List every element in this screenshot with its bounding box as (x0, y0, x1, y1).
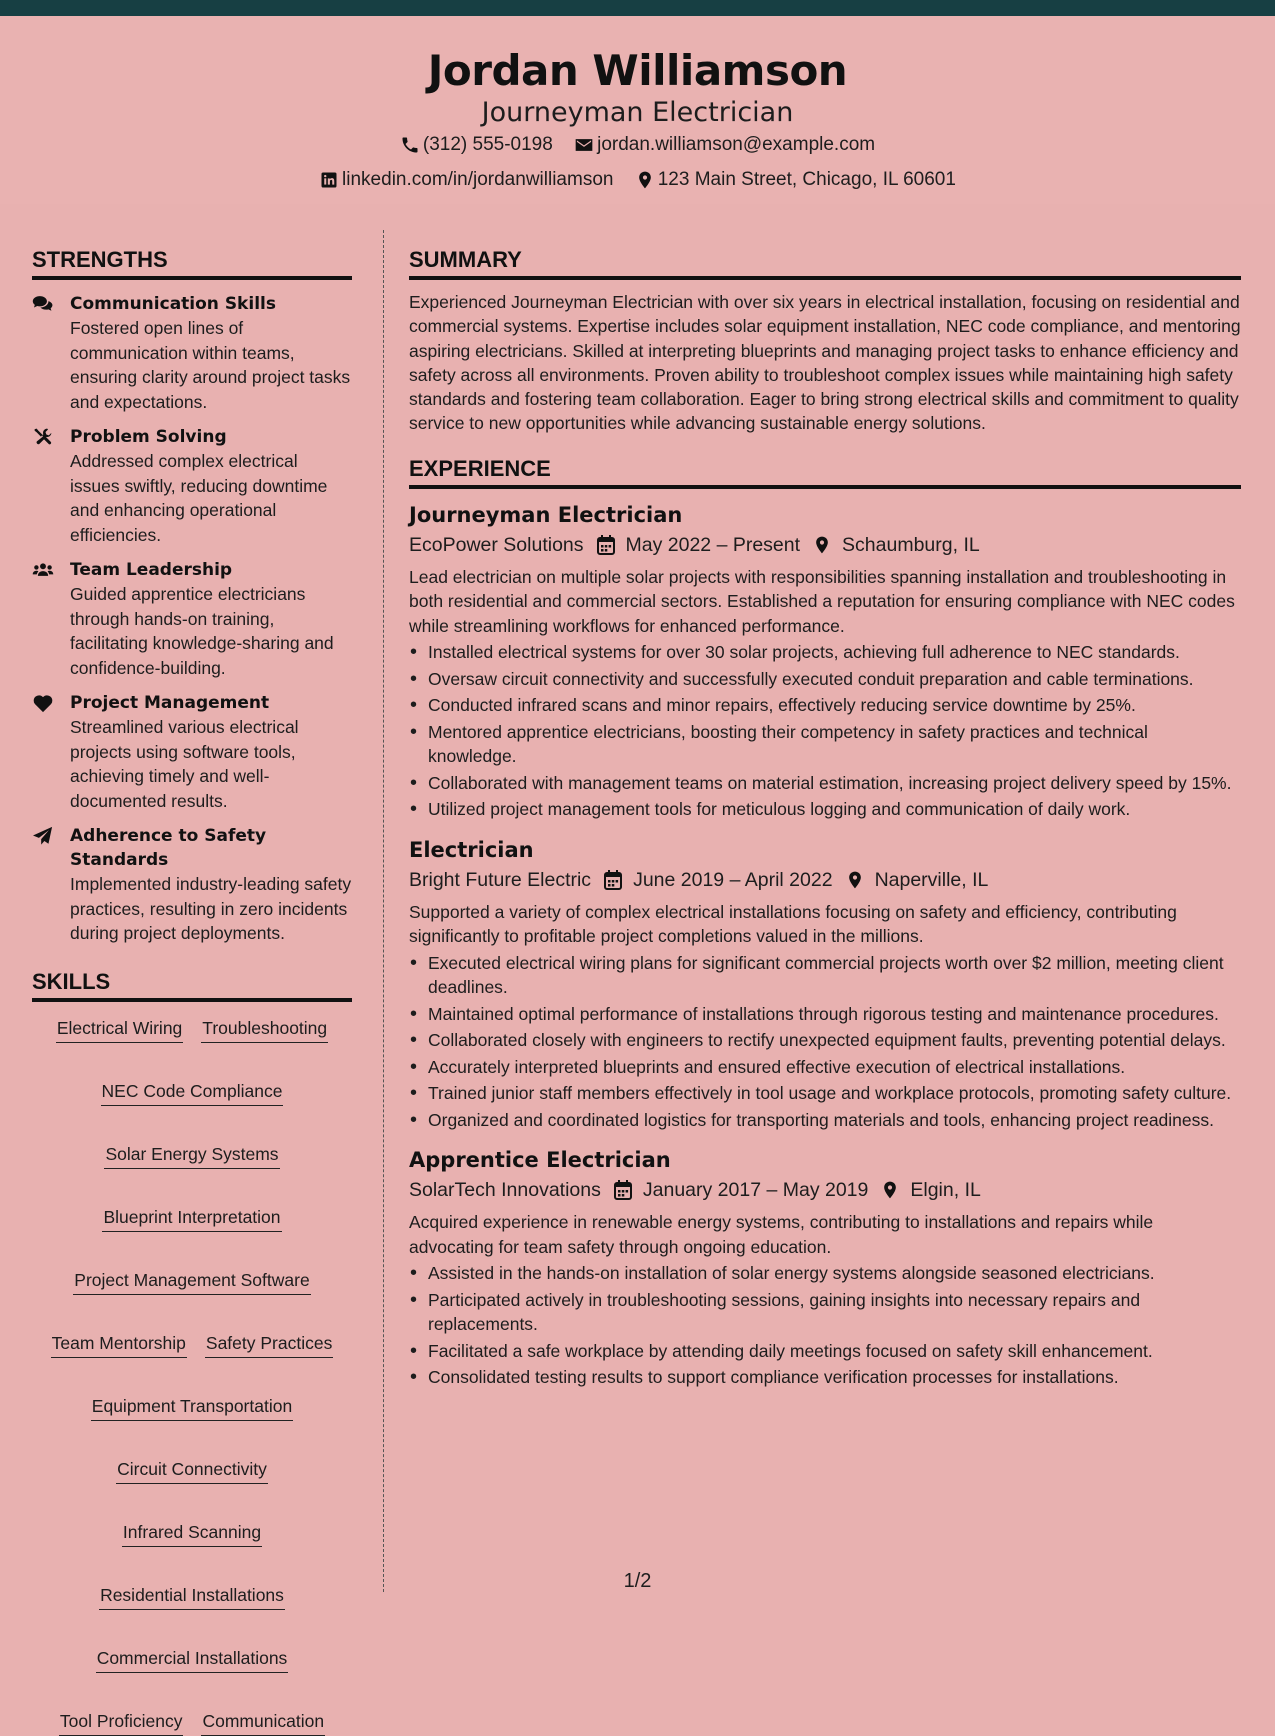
job-bullet: • Executed electrical wiring plans for significant commercial projects worth over $2 million, meeting client deadlines. (409, 951, 1241, 1000)
job-meta (409, 1174, 1241, 1206)
address-text: 123 Main Street, Chicago, IL 60601 (657, 169, 956, 190)
linkedin-item[interactable] (319, 165, 613, 195)
job-bullet: • Trained junior staff members effectively in tool usage and workplace protocols, promoting safety culture. (409, 1081, 1241, 1106)
skill-tag: Electrical Wiring (56, 1016, 183, 1043)
job-bullet: • Participated actively in troubleshooting sessions, gaining insights into necessary repairs and replacements. (409, 1288, 1241, 1337)
job-dates: January 2017 – May 2019 (642, 1179, 869, 1202)
job-bullet: • Conducted infrared scans and minor repairs, effectively reducing service downtime by 25%. (409, 693, 1241, 718)
skill-tag: Troubleshooting (201, 1016, 328, 1043)
job-bullet: • Mentored apprentice electricians, boosting their competency in safety practices and technical knowledge. (409, 720, 1241, 769)
strength-title: Adherence to Safety Standards (70, 826, 267, 870)
strength-title: Problem Solving (70, 427, 227, 447)
job-description: Lead electrician on multiple solar projects with responsibilities spanning installation and troubleshooting in both residential and commercial sectors. Established a reputation for ensuring compliance with NEC codes while streamlining workflows for enhanced performance. (409, 566, 1235, 636)
strength-title: Team Leadership (70, 560, 233, 580)
skill-tag: Equipment Transportation (91, 1394, 293, 1421)
calendar-icon (613, 1179, 633, 1201)
comments-icon (32, 294, 54, 314)
skill-tag: Residential Installations (99, 1583, 285, 1610)
strength-text: Guided apprentice electricians through hands-on training, facilitating knowledge-sharing and confidence-building. (70, 584, 334, 678)
skill-tag: Safety Practices (205, 1331, 333, 1358)
job-bullet: • Collaborated closely with engineers to rectify unexpected equipment faults, preventing potential delays. (409, 1028, 1241, 1053)
skills-list (32, 1016, 352, 1736)
job-title: Journeyman Electrician (409, 502, 683, 527)
job-bullet: • Maintained optimal performance of installations through rigorous testing and maintenance procedures. (409, 1002, 1241, 1027)
job-location: Elgin, IL (910, 1179, 981, 1202)
skill-tag: Blueprint Interpretation (102, 1205, 281, 1232)
email-item[interactable] (574, 130, 875, 160)
calendar-icon (596, 534, 616, 556)
address-item (635, 165, 956, 195)
job-title: Electrician (409, 837, 534, 862)
job-entry (409, 1146, 1241, 1390)
job-company: Bright Future Electric (409, 868, 592, 891)
contact-line-1 (0, 130, 1275, 165)
skill-tag: Tool Proficiency (59, 1709, 184, 1736)
job-location: Naperville, IL (874, 868, 989, 891)
job-bullet: • Collaborated with management teams on material estimation, increasing project delivery speed by 15%. (409, 771, 1241, 796)
skill-tag: Solar Energy Systems (104, 1142, 279, 1169)
job-meta (409, 529, 1241, 561)
job-bullet: • Assisted in the hands-on installation of solar energy systems alongside seasoned electricians. (409, 1261, 1241, 1286)
tools-icon (32, 427, 54, 447)
summary-heading: SUMMARY (409, 246, 1241, 280)
map-marker-icon (845, 869, 865, 891)
job-bullet: • Utilized project management tools for meticulous logging and communication of daily work. (409, 797, 1241, 822)
job-company: SolarTech Innovations (409, 1179, 601, 1202)
job-bullet: • Facilitated a safe workplace by attending daily meetings focused on safety skill enhancement. (409, 1339, 1241, 1364)
heart-icon (32, 693, 54, 713)
skill-tag: Project Management Software (73, 1268, 310, 1295)
strength-title: Communication Skills (70, 294, 276, 314)
users-icon (32, 560, 54, 580)
strengths-heading: STRENGTHS (32, 246, 352, 280)
skills-section (32, 968, 352, 1736)
strength-text: Streamlined various electrical projects using software tools, achieving timely and well-documented results. (70, 717, 299, 811)
strength-item (32, 691, 352, 813)
map-marker-icon (880, 1179, 900, 1201)
linkedin-text[interactable]: linkedin.com/in/jordanwilliamson (342, 169, 614, 190)
skill-tag: Circuit Connectivity (116, 1457, 268, 1484)
skill-tag: NEC Code Compliance (101, 1079, 284, 1106)
job-bullet: • Organized and coordinated logistics for transporting materials and tools, enhancing project readiness. (409, 1108, 1241, 1133)
job-location: Schaumburg, IL (842, 533, 980, 556)
job-entry (409, 836, 1241, 1133)
job-bullets (409, 951, 1241, 1133)
column-divider (383, 230, 384, 1592)
calendar-icon (603, 869, 623, 891)
strength-item (32, 824, 352, 946)
job-bullet: • Accurately interpreted blueprints and ensured effective execution of electrical installations. (409, 1055, 1241, 1080)
left-column (32, 246, 352, 1736)
top-color-bar (0, 0, 1275, 16)
linkedin-icon (319, 170, 339, 190)
job-bullets (409, 640, 1241, 822)
job-dates: May 2022 – Present (625, 533, 801, 556)
job-bullet: • Installed electrical systems for over 30 solar projects, achieving full adherence to NEC standards. (409, 640, 1241, 665)
phone-item (400, 130, 553, 160)
job-description: Supported a variety of complex electrical installations focusing on safety and efficiency, contributing significantly to profitable project completions valued in the millions. (409, 901, 1177, 947)
paper-plane-icon (32, 826, 54, 846)
strength-title: Project Management (70, 693, 270, 713)
skill-tag: Infrared Scanning (122, 1520, 262, 1547)
job-bullets (409, 1261, 1241, 1390)
contact-line-2 (0, 165, 1275, 200)
job-meta (409, 864, 1241, 896)
map-marker-icon (635, 170, 655, 190)
strength-item (32, 292, 352, 414)
skill-tag: Communication (201, 1709, 325, 1736)
summary-text: Experienced Journeyman Electrician with over six years in electrical installation, focusing on residential and commercial systems. Expertise includes solar equipment installation, NEC code compliance, and mentoring aspiring electricians. Skilled at interpreting blueprints and managing project tasks to enhance efficiency and safety across all environments. Proven ability to troubleshoot complex issues while maintaining high safety standards and fostering team collaboration. Eager to bring strong electrical skills and commitment to quality service to new opportunities while advancing sustainable energy solutions. (409, 292, 1241, 434)
job-bullet: • Consolidated testing results to support compliance verification processes for installations. (409, 1365, 1241, 1390)
candidate-title: Journeyman Electrician (481, 97, 794, 128)
job-company: EcoPower Solutions (409, 533, 584, 556)
experience-heading: EXPERIENCE (409, 455, 1241, 489)
right-column (409, 246, 1241, 1404)
job-bullet: • Oversaw circuit connectivity and successfully executed conduit preparation and cable terminations. (409, 667, 1241, 692)
phone-text: (312) 555-0198 (422, 134, 553, 155)
map-marker-icon (812, 534, 832, 556)
candidate-name: Jordan Williamson (427, 46, 848, 95)
job-title: Apprentice Electrician (409, 1148, 671, 1173)
strength-item (32, 425, 352, 547)
envelope-icon (574, 135, 594, 155)
phone-icon (400, 135, 420, 155)
resume-header (0, 16, 1275, 204)
strength-text: Implemented industry-leading safety practices, resulting in zero incidents during project deployments. (70, 874, 352, 943)
email-text[interactable]: jordan.williamson@example.com (597, 134, 876, 155)
skill-tag: Team Mentorship (51, 1331, 187, 1358)
page-number: 1/2 (623, 1570, 652, 1592)
skill-tag: Commercial Installations (96, 1646, 289, 1673)
skills-heading: SKILLS (32, 968, 352, 1002)
strength-text: Addressed complex electrical issues swiftly, reducing downtime and enhancing operational efficiencies. (70, 451, 328, 545)
strength-item (32, 558, 352, 680)
strength-text: Fostered open lines of communication within teams, ensuring clarity around project tasks and expectations. (70, 318, 351, 412)
job-description: Acquired experience in renewable energy systems, contributing to installations and repairs while advocating for team safety through ongoing education. (409, 1212, 1154, 1257)
job-entry (409, 501, 1241, 822)
job-dates: June 2019 – April 2022 (633, 868, 833, 891)
